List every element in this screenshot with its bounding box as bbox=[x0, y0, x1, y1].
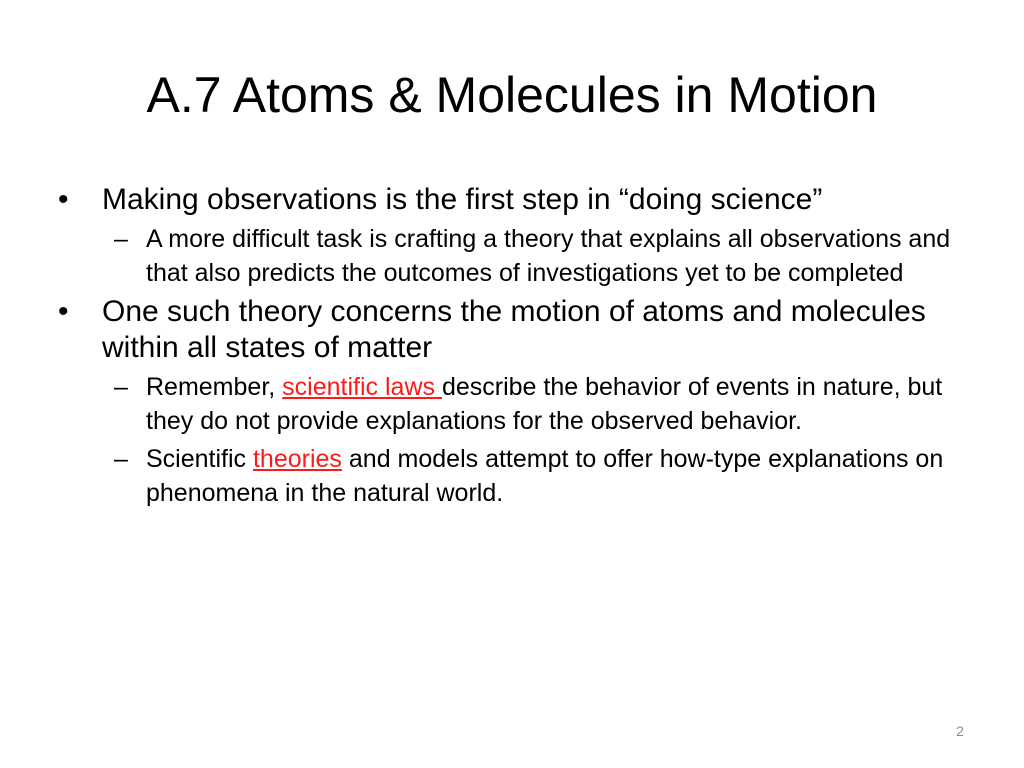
slide-title: A.7 Atoms & Molecules in Motion bbox=[146, 67, 878, 123]
theories-link[interactable]: theories bbox=[252, 445, 342, 473]
bullet-2-sub-1-text-after: describe the behavior of events in nature, but they do not provide explanations for the observed behavior. bbox=[146, 373, 943, 435]
bullet-2 bbox=[58, 294, 978, 366]
bullet-2-sub-2-text-before: Scientific bbox=[146, 445, 253, 473]
bullet-2-sub-1 bbox=[58, 370, 978, 438]
slide-body bbox=[58, 182, 978, 514]
bullet-2-sub-1-text-before: Remember, bbox=[146, 373, 283, 401]
bullet-1-sub-1-text: A more difficult task is crafting a theory that explains all observations and that also predicts the outcomes of investigations yet to be completed bbox=[146, 225, 951, 287]
bullet-1-sub-1 bbox=[58, 222, 978, 290]
bullet-1-text: Making observations is the first step in “doing science” bbox=[102, 183, 823, 216]
bullet-marker: • bbox=[58, 295, 69, 328]
bullet-2-sub-2 bbox=[58, 442, 978, 510]
bullet-marker: • bbox=[58, 183, 69, 216]
bullet-2-text: One such theory concerns the motion of atoms and molecules within all states of matter bbox=[102, 295, 926, 364]
page-number: 2 bbox=[956, 723, 964, 739]
scientific-laws-link[interactable]: scientific laws bbox=[282, 373, 442, 401]
sub-bullet-marker: – bbox=[114, 225, 128, 253]
sub-bullet-marker: – bbox=[114, 445, 128, 473]
bullet-1 bbox=[58, 182, 978, 218]
sub-bullet-marker: – bbox=[114, 373, 128, 401]
bullet-2-sub-2-text-after: and models attempt to offer how-type explanations on phenomena in the natural world. bbox=[146, 445, 944, 507]
